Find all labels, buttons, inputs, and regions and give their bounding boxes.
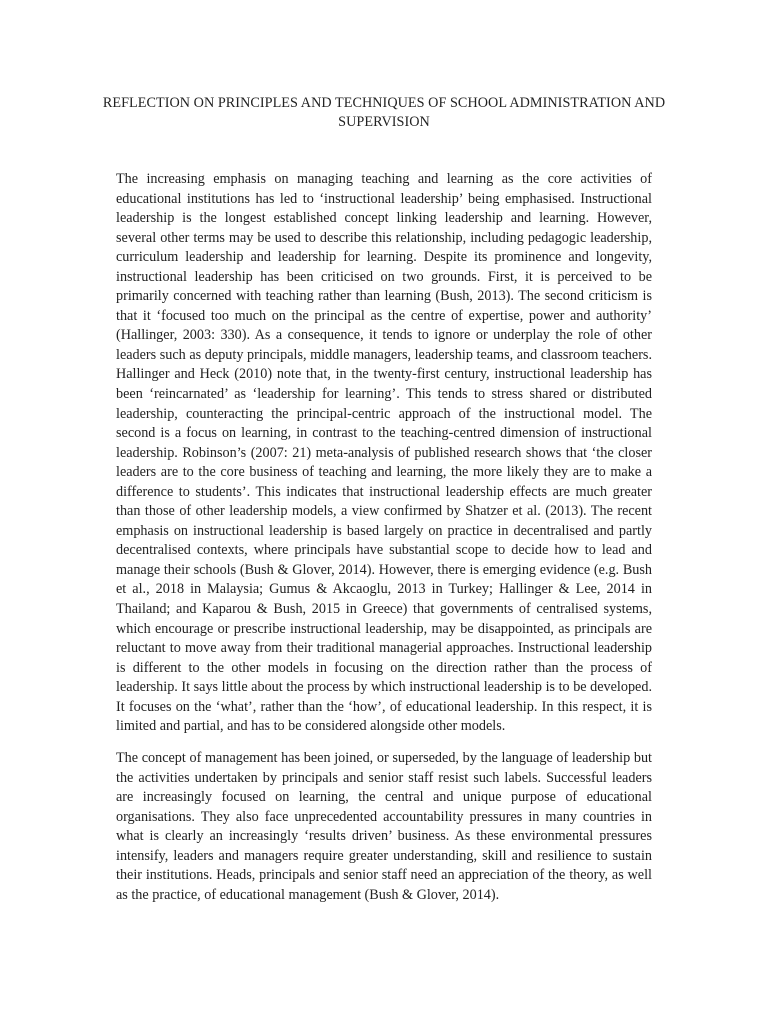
body-paragraph-2: The concept of management has been joined, or superseded, by the language of leadership but the activities undertaken by principals and senior staff resist such labels. Successful leaders are increasingly focused on learning, the central and unique purpose of educational organisations. They also face unprecedented accountability pressures in many countries in what is clearly an increasingly ‘results driven’ business. As these environmental pressures intensify, leaders and managers require greater understanding, skill and resilience to sustain their institutions. Heads, principals and senior staff need an appreciation of the theory, as well as the practice, of educational management (Bush & Glover, 2014). — [116, 750, 652, 903]
body-paragraph-1: The increasing emphasis on managing teaching and learning as the core activities of educational institutions has led to ‘instructional leadership’ being emphasised. Instructional leadership is the longest established concept linking leadership and learning. However, several other terms may be used to describe this relationship, including pedagogic leadership, curriculum leadership and leadership for learning. Despite its prominence and longevity, instructional leadership has been criticised on two grounds. First, it is perceived to be primarily concerned with teaching rather than learning (Bush, 2013). The second criticism is that it ‘focused too much on the principal as the centre of expertise, power and authority’ (Hallinger, 2003: 330). As a consequence, it tends to ignore or underplay the role of other leaders such as deputy principals, middle managers, leadership teams, and classroom teachers. Hallinger and Heck (2010) note that, in the twenty-first century, instructional leadership has been ‘reincarnated’ as ‘leadership for learning’. This tends to stress shared or distributed leadership, counteracting the principal-centric approach of the instructional model. The second is a focus on learning, in contrast to the teaching-centred dimension of instructional leadership. Robinson’s (2007: 21) meta-analysis of published research shows that ‘the closer leaders are to the core business of teaching and learning, the more likely they are to make a difference to students’. This indicates that instructional leadership effects are much greater than those of other leadership models, a view confirmed by Shatzer et al. (2013). The recent emphasis on instructional leadership is based largely on practice in decentralised and partly decentralised contexts, where principals have substantial scope to decide how to lead and manage their schools (Bush & Glover, 2014). However, there is emerging evidence (e.g. Bush et al., 2018 in Malaysia; Gumus & Akcaoglu, 2013 in Turkey; Hallinger & Lee, 2014 in Thailand; and Kaparou & Bush, 2015 in Greece) that governments of centralised systems, which encourage or prescribe instructional leadership, may be disappointed, as principals are reluctant to move away from their traditional managerial approaches. Instructional leadership is different to the other models in focusing on the direction rather than the process of leadership. It says little about the process by which instructional leadership is to be developed. It focuses on the ‘what’, rather than the ‘how’, of educational leadership. In this respect, it is limited and partial, and has to be considered alongside other models. — [116, 171, 652, 735]
document-title: REFLECTION ON PRINCIPLES AND TECHNIQUES OF SCHOOL ADMINISTRATION AND SUPERVISION — [102, 95, 666, 130]
